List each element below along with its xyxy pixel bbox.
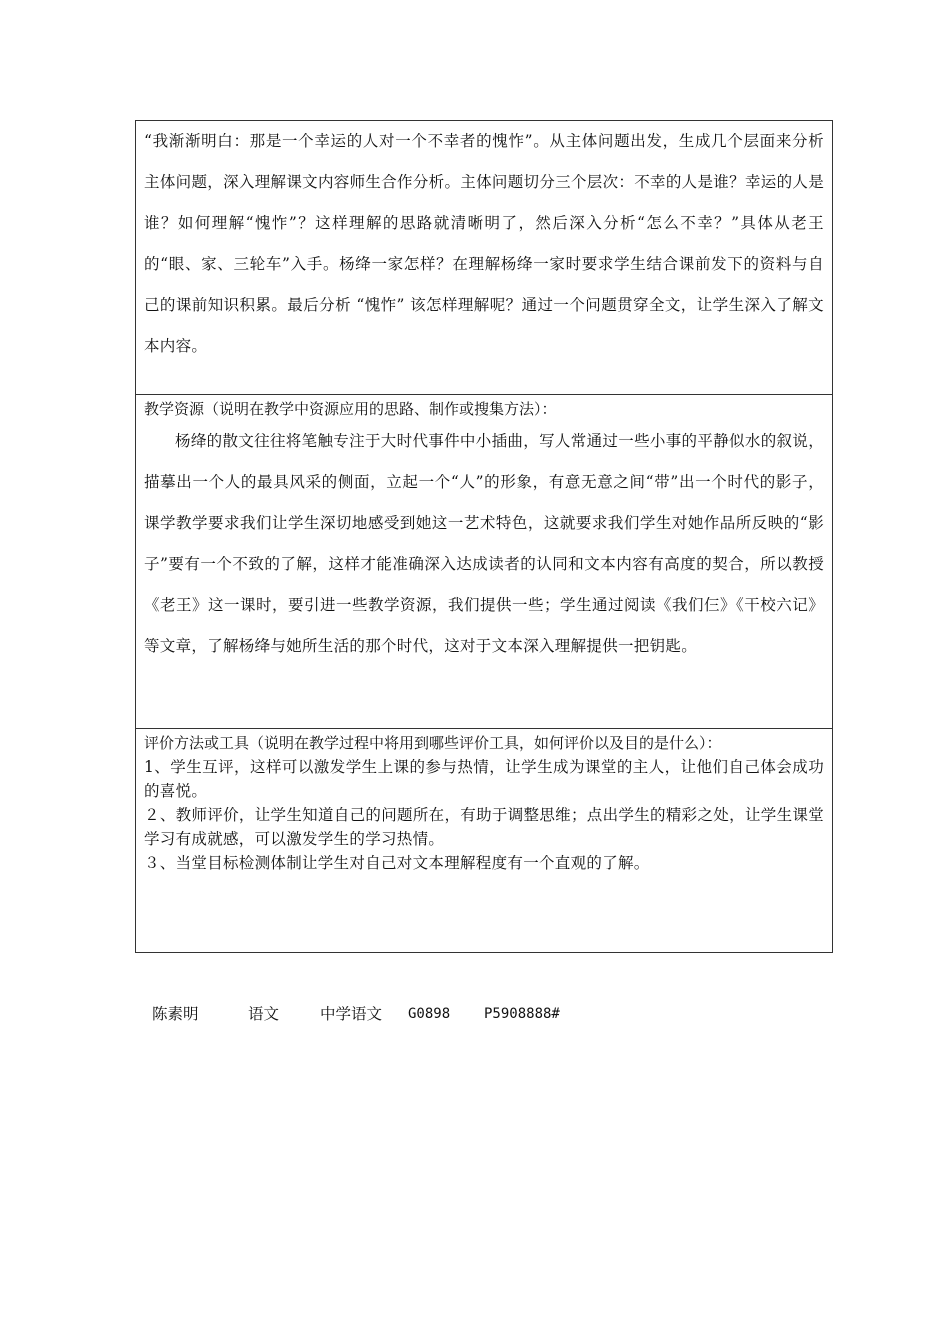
author-name: 陈素明 [152, 1005, 199, 1023]
code-label: G0898 [408, 1006, 451, 1022]
section-problem-analysis [136, 121, 832, 394]
problem-analysis-paragraph: “我渐渐明白：那是一个幸运的人对一个不幸者的愧怍”。从主体问题出发，生成几个层面来分析主体问题，深入理解课文内容师生合作分析。主体问题切分三个层次：不幸的人是谁？幸运的人是谁？如何理解“愧怍”？这样理解的思路就清晰明了，然后深入分析“怎么不幸？”具体从老王的“眼、家、三轮车”入手。杨绛一家怎样？在理解杨绛一家时要求学生结合课前发下的资料与自己的课前知识积累。最后分析 “愧怍” 该怎样理解呢？通过一个问题贯穿全文，让学生深入了解文本内容。 [144, 132, 824, 355]
lesson-plan-table [135, 120, 833, 953]
evaluation-item: ３、当堂目标检测体制让学生对自己对文本理解程度有一个直观的了解。 [144, 854, 650, 872]
teaching-resources-paragraph: 杨绛的散文往往将笔触专注于大时代事件中小插曲，写人常通过一些小事的平静似水的叙说，描摹出一个人的最具风采的侧面，立起一个“人”的形象，有意无意之间“带”出一个时代的影子，课学教学要求我们让学生深切地感受到她这一艺术特色，这就要求我们学生对她作品所反映的“影子”要有一个不致的了解，这样才能准确深入达成读者的认同和文本内容有高度的契合，所以教授《老王》这一课时，要引进一些教学资源，我们提供一些；学生通过阅读《我们仨》《干校六记》等文章，了解杨绛与她所生活的那个时代，这对于文本深入理解提供一把钥匙。 [144, 432, 824, 655]
evaluation-methods-heading: 评价方法或工具（说明在教学过程中将用到哪些评价工具，如何评价以及目的是什么）： [144, 734, 722, 752]
section-teaching-resources [136, 394, 832, 728]
section-evaluation-methods [136, 728, 832, 952]
teaching-resources-heading: 教学资源（说明在教学中资源应用的思路、制作或搜集方法）： [144, 400, 557, 418]
evaluation-item: 1、学生互评，这样可以激发学生上课的参与热情，让学生成为课堂的主人，让他们自己体会成功的喜悦。 [144, 758, 824, 800]
code-label: P5908888# [484, 1006, 560, 1022]
level-label: 中学语文 [320, 1005, 383, 1023]
subject-label: 语文 [248, 1005, 280, 1023]
evaluation-item: ２、教师评价，让学生知道自己的问题所在，有助于调整思维；点出学生的精彩之处，让学生课堂学习有成就感，可以激发学生的学习热情。 [144, 806, 824, 848]
